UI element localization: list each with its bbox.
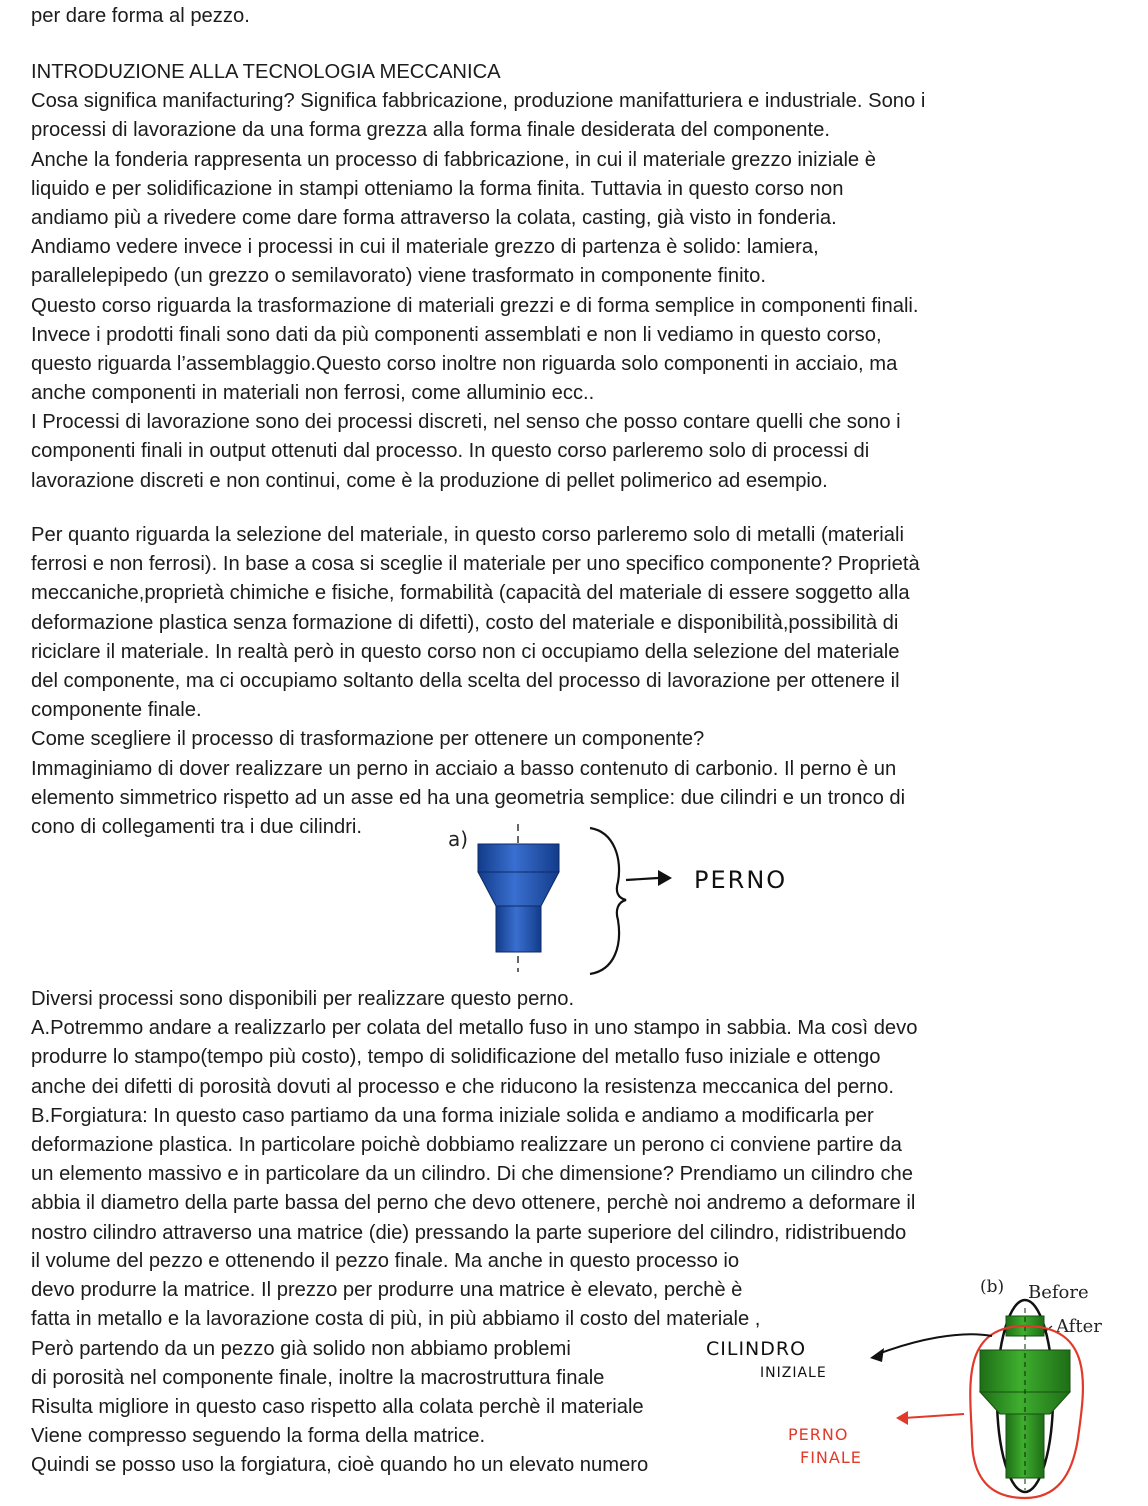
note-perno: PERNO [788, 1425, 849, 1444]
figure-a-pin [440, 820, 820, 980]
brace-mark [590, 828, 626, 974]
paragraph-line: di porosità nel componente finale, inoltre la macrostruttura finale [31, 1366, 605, 1389]
paragraph-line: processi di lavorazione da una forma grezza alla forma finale desiderata del componente. [31, 119, 830, 142]
paragraph-line: Diversi processi sono disponibili per realizzare questo perno. [31, 988, 575, 1010]
paragraph-line: Per quanto riguarda la selezione del materiale, in questo corso parleremo solo di metalli (materiali [31, 524, 904, 546]
paragraph-line: liquido e per solidificazione in stampi otteniamo la forma finita. Tuttavia in questo corso non [31, 177, 844, 200]
paragraph-line: Viene compresso seguendo la forma della matrice. [31, 1425, 486, 1448]
paragraph-line: parallelepipedo (un grezzo o semilavorato) viene trasformato in componente finito. [31, 265, 767, 288]
pin-head-cylinder [478, 844, 559, 872]
paragraph-line: B.Forgiatura: In questo caso partiamo da una forma iniziale solida e andiamo a modificarla per [31, 1104, 874, 1127]
paragraph-line: deformazione plastica senza formazione di difetti), costo del materiale e disponibilità,possibilità di [31, 611, 899, 634]
paragraph-line: un elemento massivo e in particolare da un cilindro. Di che dimensione? Prendiamo un cilindro che [31, 1163, 914, 1186]
paragraph-line: questo riguarda l’assemblaggio.Questo corso inoltre non riguarda solo componenti in acciaio, ma [31, 352, 898, 375]
paragraph-line: Questo corso riguarda la trasformazione di materiali grezzi e di forma semplice in componenti finali. [31, 294, 919, 317]
text-block-4 [31, 1247, 931, 1481]
paragraph-line: cono di collegamenti tra i due cilindri. [31, 815, 363, 838]
paragraph-line: Invece i prodotti finali sono dati da più componenti assemblati e non li vediamo in questo corso, [31, 323, 882, 346]
paragraph-line: componente finale. [31, 699, 202, 722]
perno-annotation: PERNO [694, 866, 788, 894]
text-block-1 [31, 58, 1124, 496]
paragraph-line: Anche la fonderia rappresenta un processo di fabbricazione, in cui il materiale grezzo iniziale è [31, 148, 876, 171]
paragraph-line: elemento simmetrico rispetto ad un asse ed ha una geometria semplice: due cilindri e un tronco di [31, 786, 906, 809]
figure-a-label: a) [448, 827, 469, 851]
text-block-2 [31, 521, 1124, 842]
pin-shaft-cylinder [496, 906, 541, 952]
paragraph-line: Quindi se posso uso la forgiatura, cioè quando ho un elevato numero [31, 1454, 649, 1477]
paragraph-line: il volume del pezzo e ottenendo il pezzo finale. Ma anche in questo processo io [31, 1250, 740, 1272]
paragraph-line: Immaginiamo di dover realizzare un perno in acciaio a basso contenuto di carbonio. Il perno è un [31, 757, 897, 780]
paragraph-line: Risulta migliore in questo caso rispetto alla colata perchè il materiale [31, 1395, 644, 1418]
note-cilindro: CILINDRO [706, 1338, 807, 1360]
figure-b-label: (b) [980, 1277, 1005, 1297]
paragraph-line: I Processi di lavorazione sono dei processi discreti, nel senso che posso contare quelli che sono i [31, 411, 901, 434]
paragraph-line: deformazione plastica. In particolare poichè dobbiamo realizzare un perono ci conviene partire da [31, 1133, 902, 1156]
paragraph-line: ferrosi e non ferrosi). In base a cosa si sceglie il materiale per uno specifico componente? Proprietà [31, 553, 920, 576]
pin-cone [478, 872, 559, 906]
paragraph-line: Come scegliere il processo di trasformazione per ottenere un componente? [31, 728, 705, 751]
paragraph-line: Cosa significa manifacturing? Significa fabbricazione, produzione manifatturiera e industriale. Sono i [31, 90, 926, 113]
section-title: INTRODUZIONE ALLA TECNOLOGIA MECCANICA [31, 61, 501, 83]
arrow-final-head [896, 1411, 908, 1425]
paragraph-line: Però partendo da un pezzo già solido non abbiamo problemi [31, 1337, 571, 1360]
paragraph-line: anche dei difetti di porosità dovuti al processo e che riducono la resistenza meccanica del perno. [31, 1075, 894, 1098]
arrow-initial-head [870, 1348, 884, 1362]
arrow-initial-line [878, 1334, 992, 1354]
paragraph-line: anche componenti in materiali non ferrosi, come alluminio ecc.. [31, 382, 595, 405]
after-label: After [1056, 1316, 1102, 1337]
paragraph-line: meccaniche,proprietà chimiche e fisiche, formabilità (capacità del materiale di essere soggetto alla [31, 582, 910, 605]
paragraph-line: abbia il diametro della parte bassa del perno che devo ottenere, perchè noi andremo a deformare il [31, 1192, 916, 1215]
arrow-final-line [904, 1414, 964, 1418]
paragraph-line: devo produrre la matrice. Il prezzo per produrre una matrice è elevato, perchè è [31, 1279, 743, 1302]
intro-fragment: per dare forma al pezzo. [31, 5, 250, 27]
paragraph-line: A.Potremmo andare a realizzarlo per colata del metallo fuso in uno stampo in sabbia. Ma così devo [31, 1017, 918, 1040]
note-finale: FINALE [800, 1448, 862, 1467]
paragraph-line: Andiamo vedere invece i processi in cui il materiale grezzo di partenza è solido: lamiera, [31, 236, 819, 259]
figure-b-forging [860, 1268, 1130, 1504]
note-iniziale: INIZIALE [760, 1365, 827, 1381]
paragraph-line: componenti finali in output ottenuti dal processo. In questo corso parleremo solo di processi di [31, 440, 870, 463]
paragraph-line: andiamo più a rivedere come dare forma attraverso la colata, casting, già visto in fonderia. [31, 206, 837, 229]
arrow-line [626, 878, 658, 880]
paragraph-line: produrre lo stampo(tempo più costo), tempo di solidificazione del metallo fuso iniziale e ottengo [31, 1046, 881, 1069]
text-block-3 [31, 985, 1124, 1248]
paragraph-line: fatta in metallo e la lavorazione costa di più, in più abbiamo il costo del materiale , [31, 1308, 761, 1331]
paragraph-line: del componente, ma ci occupiamo soltanto della scelta del processo di lavorazione per ottenere il [31, 669, 900, 692]
before-label: Before [1028, 1282, 1089, 1303]
arrow-head [658, 870, 672, 886]
paragraph-line: nostro cilindro attraverso una matrice (die) pressando la parte superiore del cilindro, ridistribuendo [31, 1221, 907, 1244]
paragraph-line: riciclare il materiale. In realtà però in questo corso non ci occupiamo della selezione del materiale [31, 640, 900, 663]
paragraph-line: lavorazione discreti e non continui, come è la produzione di pellet polimerico ad esempio. [31, 469, 828, 492]
